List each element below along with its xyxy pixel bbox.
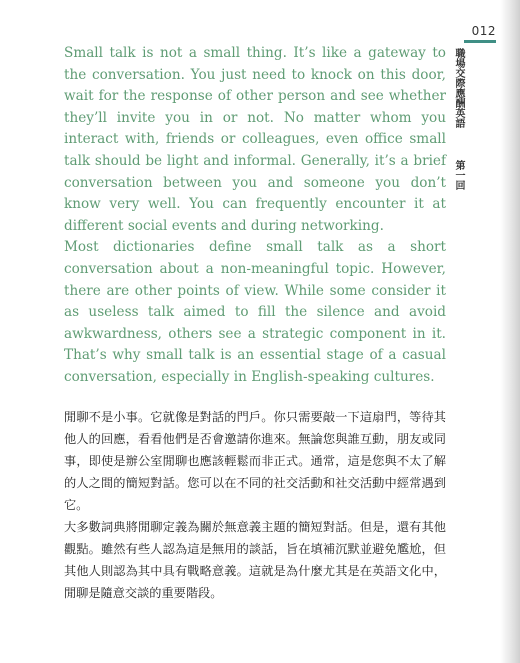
page-number-underline [464,40,496,43]
page-number: 012 [471,24,496,38]
english-paragraph-2: Most dictionaries define small talk as a short conversation about a non-meaningful topic. However, there are other points of view. While some consider it as useless talk aimed to fill the silence and avoid awkwardness, others see a strategic component in it. That’s why small talk is an essential stage of a casual conversation, especially in English-speaking cultures. [64,239,446,385]
running-chapter-label: 第一回 [453,160,464,190]
chinese-paragraph-1: 閒聊不是小事。它就像是對話的門戶。你只需要敲一下這扇門，等待其他人的回應，看看他們是否會邀請你進來。無論您與誰互動，朋友或同事，即使是辦公室閒聊也應該輕鬆而非正式。通常，這是您與不太了解的人之間的簡短對話。您可以在不同的社交活動和社交活動中經常遇到它。 [64,410,446,512]
running-book-title: 職場交際應酬英語 [453,48,464,128]
english-paragraph-1: Small talk is not a small thing. It’s like a gateway to the conversation. You just need to knock on this door, wait for the response of other person and see whether they’ll invite you in or not. No matter whom you interact with, friends or colleagues, even office small talk should be light and informal. Generally, it’s a brief conversation between you and someone you don’t know very well. You can frequently encounter it at different social events and during networking. [64,45,446,234]
page-edge-shadow [500,0,520,663]
chinese-translation [64,406,446,604]
chinese-paragraph-2: 大多數詞典將閒聊定義為關於無意義主題的簡短對話。但是，還有其他觀點。雖然有些人認為這是無用的談話，旨在填補沉默並避免尷尬，但其他人則認為其中具有戰略意義。這就是為什麼尤其是在英語文化中，閒聊是隨意交談的重要階段。 [64,520,446,600]
english-passage [64,43,446,389]
